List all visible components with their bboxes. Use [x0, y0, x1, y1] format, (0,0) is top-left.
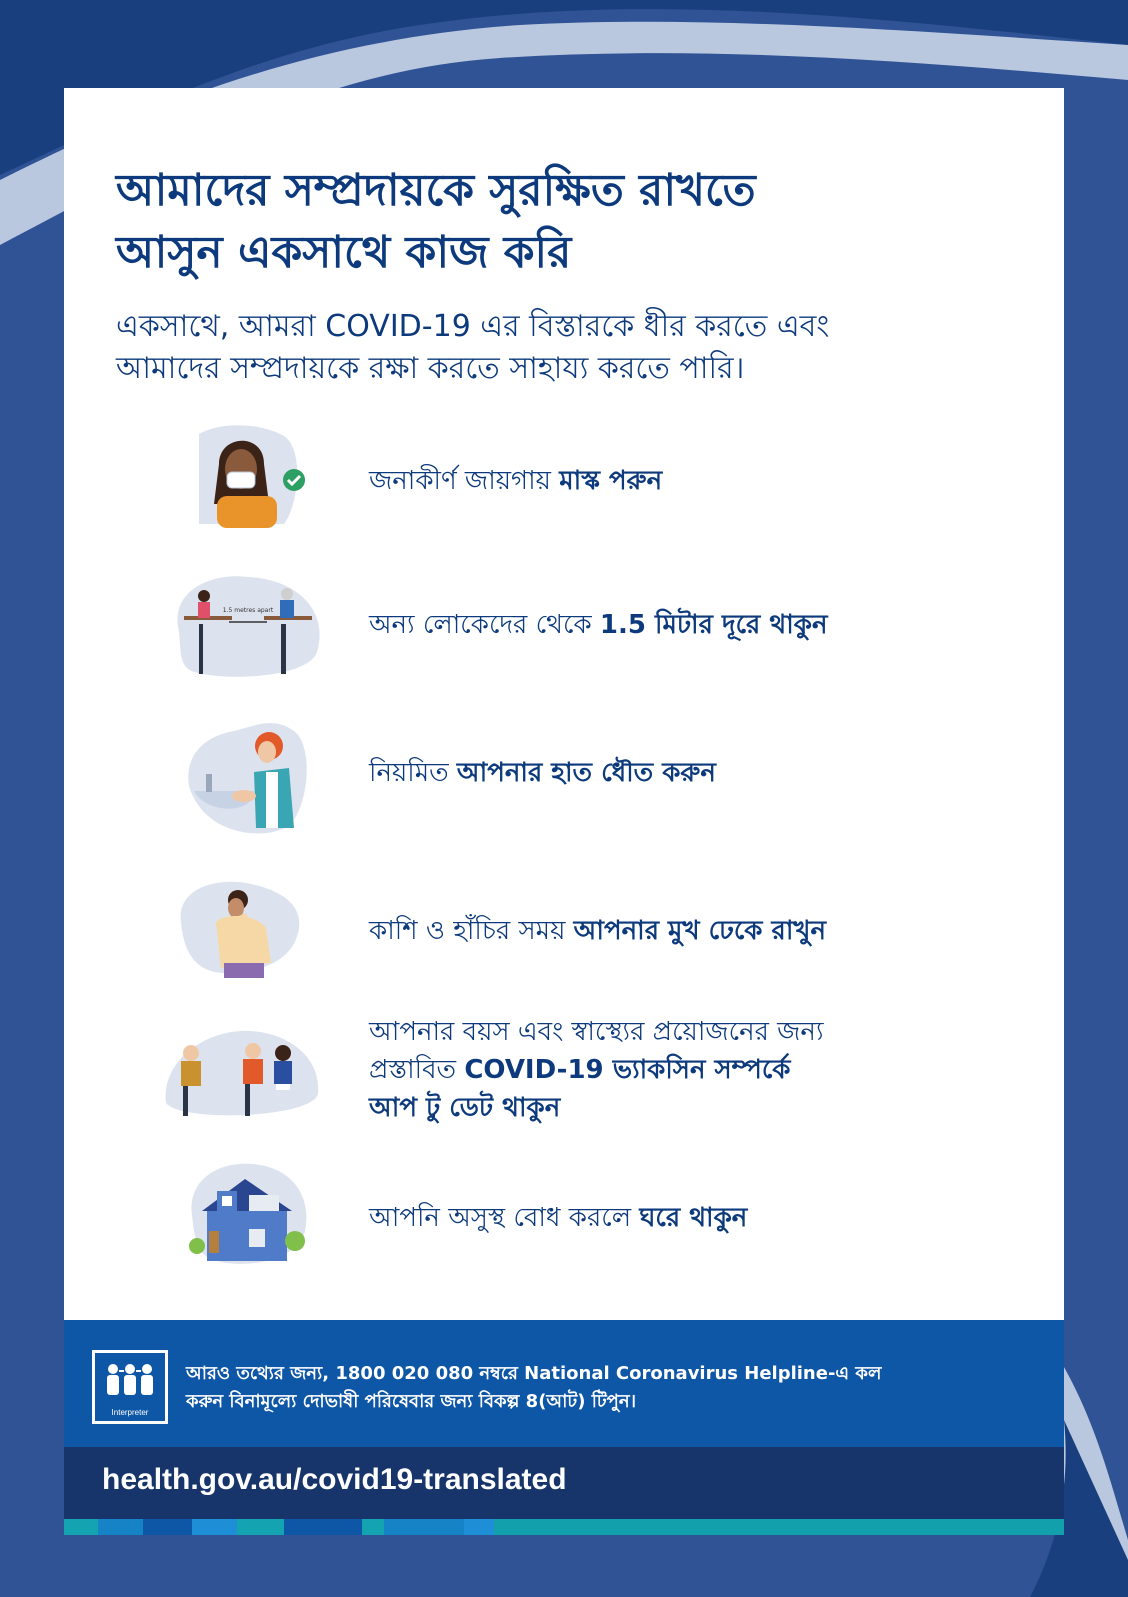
subtitle-line-2: আমাদের সম্প্রদায়কে রক্ষা করতে সাহায্য করতে পারি।: [116, 351, 745, 386]
helpline-text: [186, 1360, 1036, 1416]
tip-handwash-text: [369, 754, 1009, 792]
website-link[interactable]: health.gov.au/covid19-translated: [102, 1463, 567, 1496]
helpline-band: [64, 1320, 1064, 1447]
tip-house-bold: ঘরে থাকুন: [639, 1203, 748, 1233]
tip-handwash-plain: নিয়মিত: [369, 758, 457, 788]
title-line-2: আসুন একসাথে কাজ করি: [116, 227, 572, 278]
subtitle-line-1: একসাথে, আমরা COVID-19 এর বিস্তারকে ধীর করতে এবং: [116, 309, 830, 344]
distance-label: 1.5 metres apart: [222, 607, 274, 614]
tip-house: [64, 1161, 1064, 1271]
cough-icon: [176, 878, 301, 983]
tip-cough-plain: কাশি ও হাঁচির সময়: [369, 916, 574, 946]
tip-vaccine-line-3-bold: আপ টু ডেট থাকুন: [369, 1093, 561, 1123]
helpline-line-1: আরও তথ্যের জন্য, 1800 020 080 নম্বরে National Coronavirus Helpline-এ কল: [186, 1363, 882, 1384]
tip-vaccine-line-2: [369, 1051, 1009, 1089]
tip-house-text: [369, 1199, 1009, 1237]
tip-vaccine-text: [369, 1013, 1009, 1127]
interpreter-label: Interpreter: [111, 1408, 149, 1417]
page-title: [116, 160, 1016, 284]
tip-house-plain: আপনি অসুস্থ বোধ করলে: [369, 1203, 640, 1233]
tip-mask: [64, 424, 1064, 534]
tip-vaccine-line-2-bold: COVID-19 ভ্যাকসিন সম্পর্কে: [464, 1055, 791, 1085]
tip-mask-text: [369, 462, 1009, 500]
tip-vaccine-line-2-plain: প্রস্তাবিত: [369, 1055, 465, 1085]
page-subtitle: [116, 306, 1016, 390]
tip-handwash-bold: আপনার হাত ধৌত করুন: [456, 758, 716, 788]
tip-cough: [64, 878, 1064, 983]
distance-icon: [169, 572, 324, 682]
tip-distance-text: [369, 606, 1009, 644]
interpreter-icon: [92, 1350, 168, 1424]
tip-vaccine-line-3: [369, 1089, 1009, 1127]
tip-mask-plain: জনাকীর্ণ জায়গায়: [369, 466, 560, 496]
tip-distance: [64, 572, 1064, 687]
tip-handwash: [64, 716, 1064, 836]
helpline-line-2: করুন বিনামূল্যে দোভাষী পরিষেবার জন্য বিকল্প 8(আট) টিপুন।: [186, 1391, 637, 1412]
vaccine-icon: [161, 1023, 321, 1123]
tip-cough-bold: আপনার মুখ ঢেকে রাখুন: [573, 916, 826, 946]
main-card: [64, 88, 1064, 1320]
color-stripe: [64, 1519, 1064, 1535]
handwash-icon: [184, 716, 314, 836]
mask-icon: [189, 424, 314, 530]
title-line-1: আমাদের সম্প্রদায়কে সুরক্ষিত রাখতে: [116, 165, 756, 216]
tip-mask-bold: মাস্ক পরুন: [559, 466, 663, 496]
house-icon: [187, 1161, 312, 1269]
tip-distance-plain: অন্য লোকেদের থেকে: [369, 610, 600, 640]
tip-vaccine-line-1: আপনার বয়স এবং স্বাস্থ্যের প্রয়োজনের জন্য: [369, 1017, 824, 1047]
tip-distance-bold: 1.5 মিটার দূরে থাকুন: [599, 610, 828, 640]
url-band: [64, 1447, 1064, 1519]
tip-vaccine: [64, 1013, 1064, 1143]
tip-cough-text: [369, 912, 1009, 950]
